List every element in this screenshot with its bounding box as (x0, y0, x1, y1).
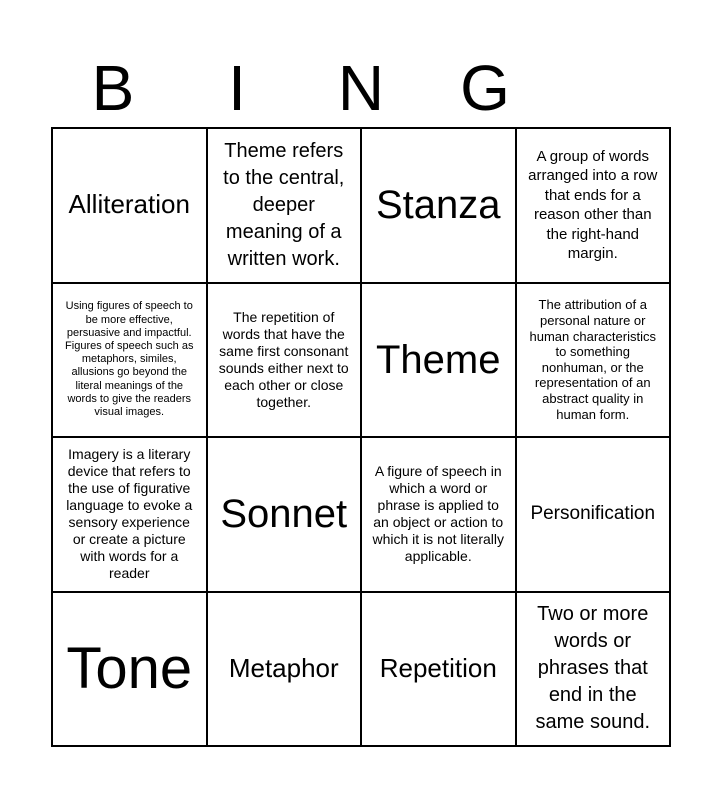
header-letter-n: N (337, 51, 385, 124)
bingo-cell[interactable]: The attribution of a personal nature or human characteristics to something nonhuman, or the representation of an abstract quality in human form. (517, 284, 672, 439)
bingo-cell[interactable]: Theme refers to the central, deeper meaning of a written work. (208, 129, 363, 284)
bingo-cell[interactable]: Two or more words or phrases that end in the same sound. (517, 593, 672, 748)
bingo-cell[interactable]: Theme (362, 284, 517, 439)
bingo-cell[interactable]: Using figures of speech to be more effective, persuasive and impactful. Figures of speech such as metaphors, similes, allusions go beyond the literal meanings of the words to give the readers visual images. (53, 284, 208, 439)
header-letter-i: I (228, 51, 246, 124)
bingo-cell[interactable]: A group of words arranged into a row that ends for a reason other than the right-hand margin. (517, 129, 672, 284)
header-letter-g: G (460, 51, 510, 124)
header-letter-b: B (91, 51, 135, 124)
bingo-cell[interactable]: Alliteration (53, 129, 208, 284)
bingo-cell[interactable]: Sonnet (208, 438, 363, 593)
bingo-cell[interactable]: Imagery is a literary device that refers to the use of figurative language to evoke a sensory experience or create a picture with words for a reader (53, 438, 208, 593)
bingo-cell[interactable]: Stanza (362, 129, 517, 284)
bingo-cell[interactable]: A figure of speech in which a word or phrase is applied to an object or action to which it is not literally applicable. (362, 438, 517, 593)
bingo-cell[interactable]: Repetition (362, 593, 517, 748)
bingo-cell[interactable]: Metaphor (208, 593, 363, 748)
bingo-cell[interactable]: Personification (517, 438, 672, 593)
bingo-cell[interactable]: Tone (53, 593, 208, 748)
bingo-grid (51, 127, 671, 747)
bingo-header (51, 50, 671, 125)
bingo-cell[interactable]: The repetition of words that have the same first consonant sounds either next to each other or close together. (208, 284, 363, 439)
